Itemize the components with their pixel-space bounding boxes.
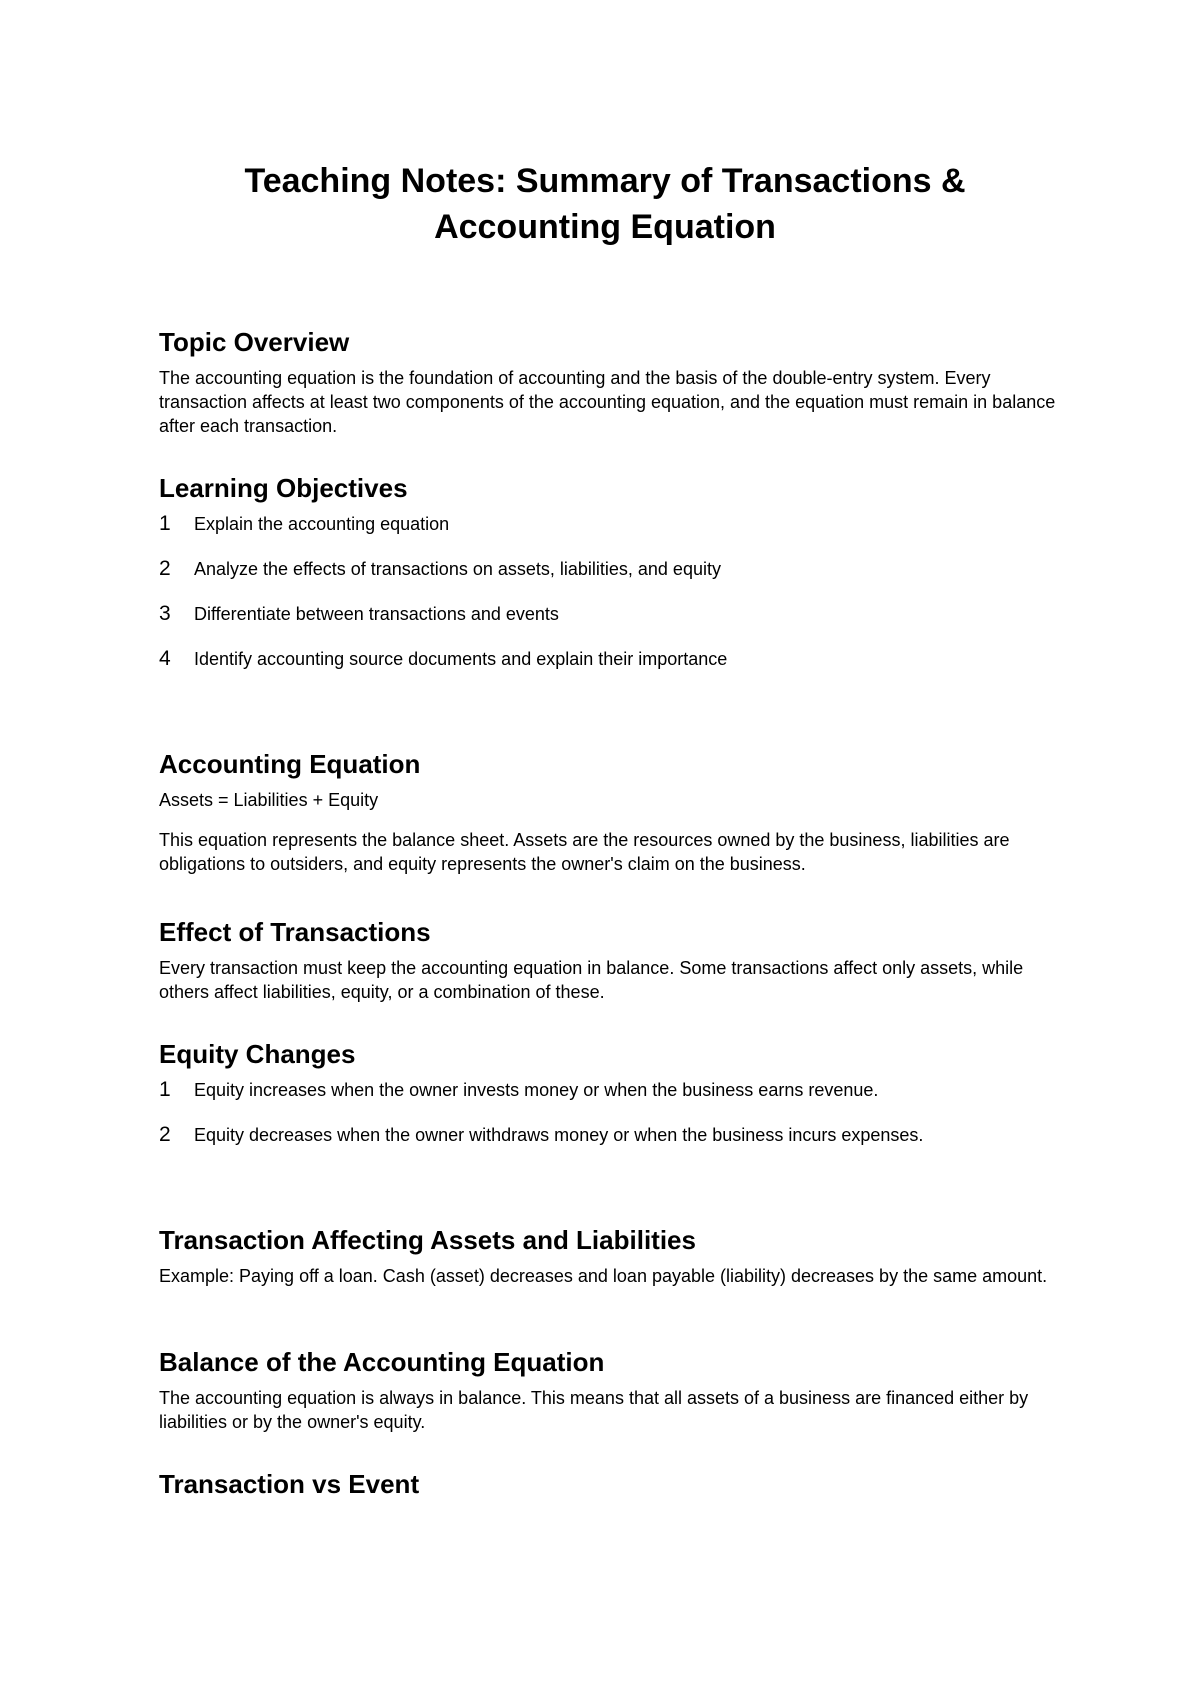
section-accounting-equation [159,748,1059,876]
list-number: 2 [159,557,171,580]
section-body: This equation represents the balance sheet. Assets are the resources owned by the business, liabilities are obligations to outsiders, and equity represents the owner's claim on the business. [159,830,1010,874]
section-assets-and-liabilities [159,1224,1059,1288]
list-number: 3 [159,602,171,625]
list-text: Identify accounting source documents and explain their importance [194,649,728,669]
section-learning-objectives [159,472,1059,692]
list-text: Explain the accounting equation [194,514,450,534]
list-item [159,1123,1059,1168]
section-heading: Topic Overview [159,327,350,357]
list-number: 2 [159,1123,171,1146]
section-heading: Accounting Equation [159,749,421,779]
section-heading: Learning Objectives [159,473,408,503]
list-item [159,602,1059,647]
equity-changes-list [159,1078,1059,1168]
section-heading: Transaction vs Event [159,1469,420,1499]
objectives-list [159,512,1059,692]
list-item [159,1078,1059,1123]
section-heading: Equity Changes [159,1039,356,1069]
list-item [159,512,1059,557]
section-body: Example: Paying off a loan. Cash (asset) decreases and loan payable (liability) decreases by the same amount. [159,1266,1048,1286]
list-number: 1 [159,1078,171,1101]
section-body: Every transaction must keep the accounting equation in balance. Some transactions affect only assets, while others affect liabilities, equity, or a combination of these. [159,958,1024,1002]
section-body: The accounting equation is the foundation of accounting and the basis of the double-entry system. Every transaction affects at least two components of the accounting equation, and the equation must remain in balance after each transaction. [159,368,1056,436]
section-heading: Effect of Transactions [159,917,431,947]
list-number: 4 [159,647,171,670]
list-text: Equity decreases when the owner withdraws money or when the business incurs expenses. [194,1125,924,1145]
list-item [159,647,1059,692]
equation-formula: Assets = Liabilities + Equity [159,790,379,810]
list-text: Equity increases when the owner invests money or when the business earns revenue. [194,1080,879,1100]
section-heading: Transaction Affecting Assets and Liabilities [159,1225,696,1255]
list-text: Differentiate between transactions and events [194,604,559,624]
section-heading: Balance of the Accounting Equation [159,1347,605,1377]
section-effect-of-transactions [159,916,1059,1004]
section-equity-changes [159,1038,1059,1168]
list-item [159,557,1059,602]
list-text: Analyze the effects of transactions on assets, liabilities, and equity [194,559,721,579]
section-body: The accounting equation is always in balance. This means that all assets of a business are financed either by liabilities or by the owner's equity. [159,1388,1029,1432]
section-transaction-vs-event [159,1468,1059,1500]
section-topic-overview [159,326,1059,438]
list-number: 1 [159,512,171,535]
document-title: Teaching Notes: Summary of Transactions & Accounting Equation [244,162,966,246]
section-balance-of-equation [159,1346,1059,1434]
